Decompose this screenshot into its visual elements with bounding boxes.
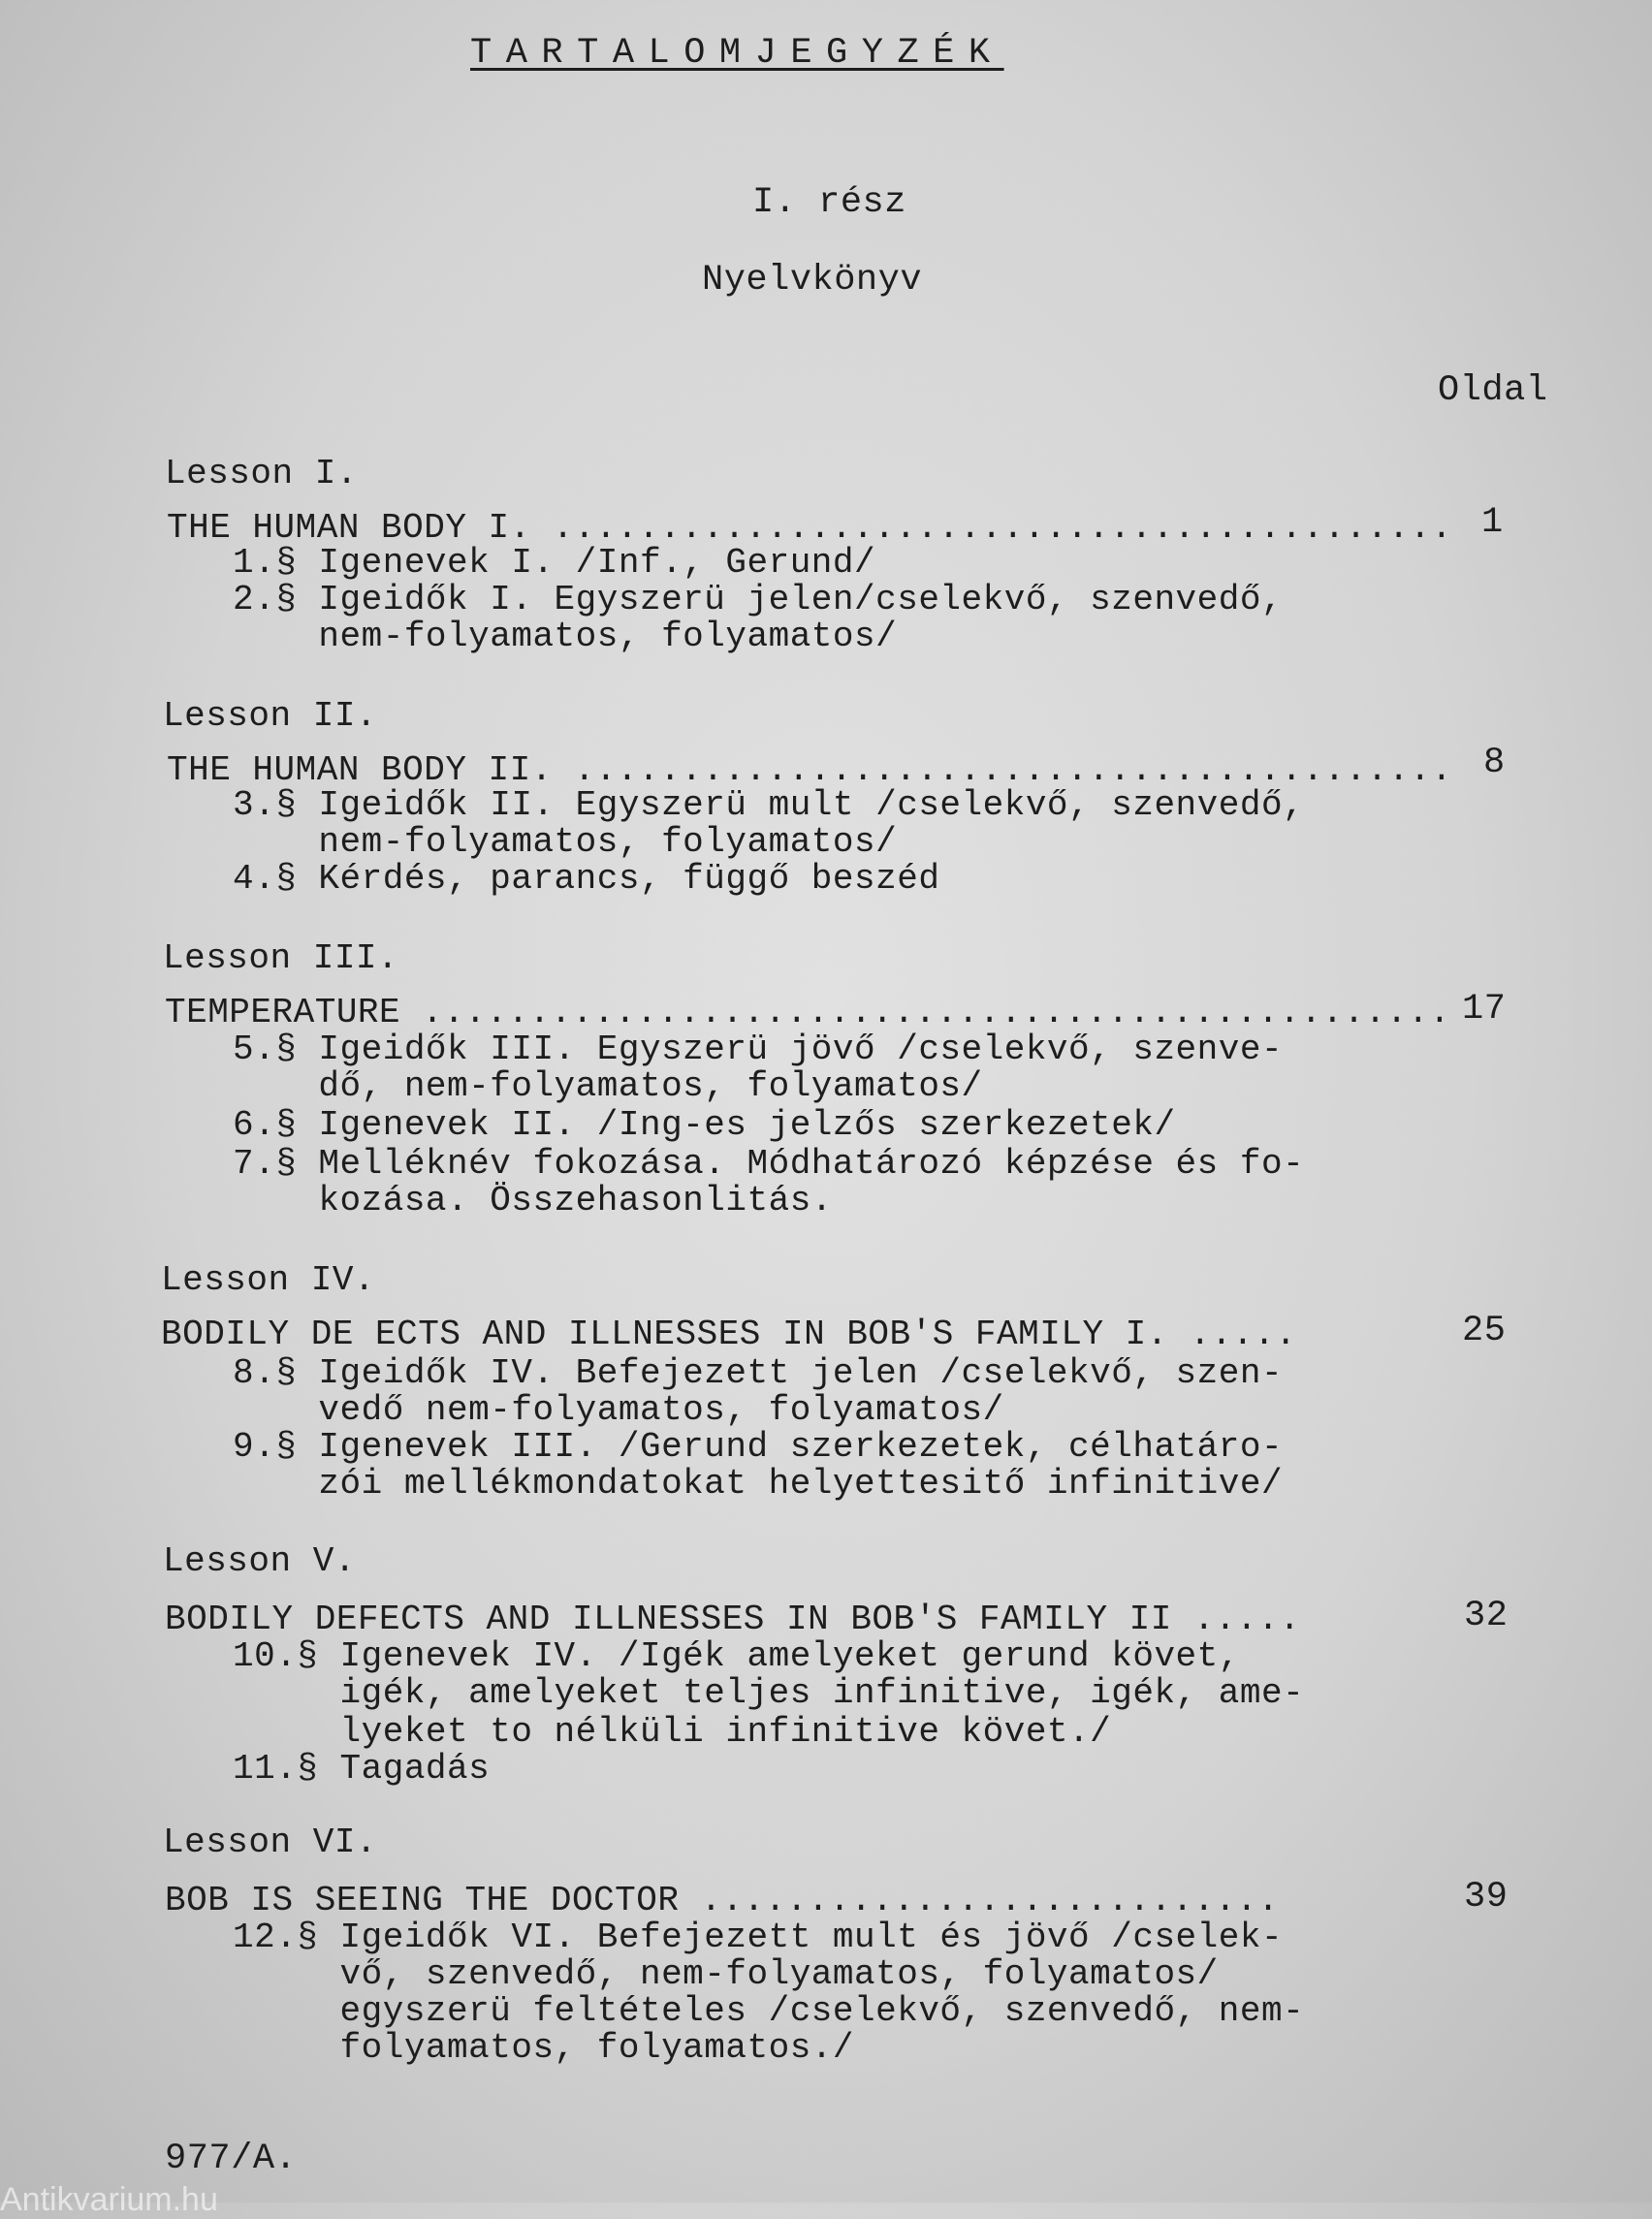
section-line: 3.§ Igeidők II. Egyszerü mult /cselekvő, szenvedő,: [233, 785, 1305, 825]
section-line: lyeket to nélküli infinitive követ./: [233, 1712, 1112, 1752]
footer-code: 977/A.: [165, 2139, 298, 2179]
section-line: 12.§ Igeidők VI. Befejezett mult és jövő /cselek-: [233, 1918, 1284, 1957]
page-column-header: Oldal: [1438, 370, 1548, 411]
section-line: kozása. Összehasonlitás.: [233, 1181, 833, 1220]
section-line: 8.§ Igeidők IV. Befejezett jelen /cselekvő, szen-: [233, 1353, 1284, 1393]
page-number: 1: [1481, 502, 1504, 543]
section-line: nem-folyamatos, folyamatos/: [233, 822, 898, 862]
section-line: nem-folyamatos, folyamatos/: [233, 617, 898, 656]
chapter-title: THE HUMAN BODY I. ..........................................: [167, 508, 1453, 548]
section-line: vő, szenvedő, nem-folyamatos, folyamatos/: [233, 1954, 1219, 1994]
section-line: folyamatos, folyamatos./: [233, 2028, 855, 2068]
section-line: egyszerü feltételes /cselekvő, szenvedő, nem-: [233, 1991, 1305, 2031]
lesson-label: Lesson I.: [165, 454, 358, 493]
section-line: vedő nem-folyamatos, folyamatos/: [233, 1390, 1004, 1430]
section-line: 5.§ Igeidők III. Egyszerü jövő /cselekvő, szenve-: [233, 1030, 1284, 1069]
chapter-title: BODILY DEFECTS AND ILLNESSES IN BOB'S FAMILY II .....: [165, 1600, 1301, 1639]
section-line: 2.§ Igeidők I. Egyszerü jelen/cselekvő, szenvedő,: [233, 580, 1284, 619]
page-number: 32: [1464, 1596, 1509, 1636]
part-label: I. rész: [752, 182, 906, 223]
section-line: 9.§ Igenevek III. /Gerund szerkezetek, célhatáro-: [233, 1427, 1284, 1467]
lesson-label: Lesson V.: [163, 1541, 356, 1581]
page-number: 25: [1462, 1311, 1507, 1351]
chapter-title: TEMPERATURE ................................................: [165, 993, 1451, 1032]
section-line: igék, amelyeket teljes infinitive, igék, ame-: [233, 1673, 1305, 1713]
section-line: dő, nem-folyamatos, folyamatos/: [233, 1066, 983, 1106]
lesson-label: Lesson IV.: [161, 1260, 376, 1300]
lesson-label: Lesson VI.: [163, 1823, 378, 1862]
part-subtitle: Nyelvkönyv: [702, 260, 923, 301]
lesson-label: Lesson III.: [163, 938, 399, 978]
page-number: 39: [1464, 1877, 1509, 1918]
page-number: 17: [1462, 989, 1507, 1030]
section-line: 10.§ Igenevek IV. /Igék amelyeket gerund követ,: [233, 1636, 1240, 1676]
section-line: 11.§ Tagadás: [233, 1749, 491, 1789]
chapter-title: BODILY DE ECTS AND ILLNESSES IN BOB'S FAMILY I. .....: [161, 1315, 1297, 1354]
section-line: 6.§ Igenevek II. /Ing-es jelzős szerkezetek/: [233, 1105, 1176, 1145]
document-title: TARTALOMJEGYZÉK: [470, 33, 1004, 74]
chapter-title: THE HUMAN BODY II. .........................................: [167, 750, 1453, 790]
section-line: 4.§ Kérdés, parancs, függő beszéd: [233, 859, 940, 899]
chapter-title: BOB IS SEEING THE DOCTOR ...........................: [165, 1881, 1280, 1920]
lesson-label: Lesson II.: [163, 696, 378, 736]
section-line: 1.§ Igenevek I. /Inf., Gerund/: [233, 543, 876, 583]
section-line: zói mellékmondatokat helyettesitő infinitive/: [233, 1464, 1284, 1504]
watermark: Antikvarium.hu: [0, 2181, 218, 2218]
section-line: 7.§ Melléknév fokozása. Módhatározó képzése és fo-: [233, 1144, 1305, 1184]
page-number: 8: [1483, 743, 1506, 783]
